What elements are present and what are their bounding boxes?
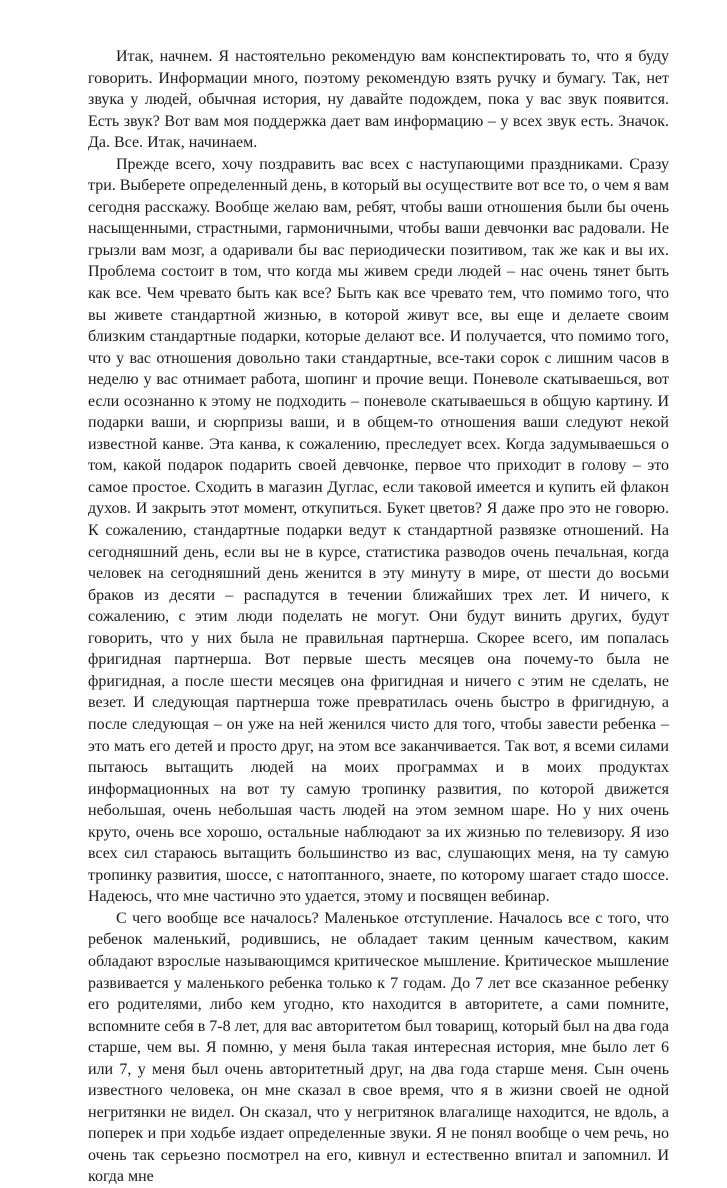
- paragraph: Прежде всего, хочу поздравить вас всех с наступающими праздниками. Сразу три. Выберете определенный день, в который вы осуществите вот все то, о чем я вам сегодня расскажу. Вообще желаю вам, ребят, чтобы ваши отношения были бы очень насыщенными, страстными, гармоничными, чтобы ваши девчонки вас радовали. Не грызли вам мозг, а одаривали бы вас периодически позитивом, так же как и вы их. Проблема состоит в том, что когда мы живем среди людей – нас очень тянет быть как все. Чем чревато быть как все? Быть как все чревато тем, что помимо того, что вы живете стандартной жизнью, в которой живут все, вы еще и делаете своим близким стандартные подарки, которые делают все. И получается, что помимо того, что у вас отношения довольно таки стандартные, все-таки сорок с лишним часов в неделю у вас отнимает работа, шопинг и прочие вещи. Поневоле скатываешься, вот если осознанно к этому не подходить – поневоле скатываешься в общую картину. И подарки ваши, и сюрпризы ваши, и в общем-то отношения ваши следуют некой известной канве. Эта канва, к сожалению, преследует всех. Когда задумываешься о том, какой подарок подарить своей девчонке, первое что приходит в голову – это самое простое. Сходить в магазин Дуглас, если таковой имеется и купить ей флакон духов. И закрыть этот момент, откупиться. Букет цветов? Я даже про это не говорю. К сожалению, стандартные подарки ведут к стандартной развязке отношений. На сегодняшний день, если вы не в курсе, статистика разводов очень печальная, когда человек на сегодняшний день женится в эту минуту в мире, от шести до восьми браков из десяти – распадутся в течении ближайших трех лет. И ничего, к сожалению, с этим люди поделать не могут. Они будут винить других, будут говорить, что у них была не правильная партнерша. Скорее всего, им попалась фригидная партнерша. Вот первые шесть месяцев она почему-то была не фригидная, а после шести месяцев она фригидная и ничего с этим не сделать, не везет. И следующая партнерша тоже превратилась очень быстро в фригидную, а после следующая – он уже на ней женился чисто для того, чтобы завести ребенка – это мать его детей и просто друг, на этом все заканчивается. Так вот, я всеми силами пытаюсь вытащить людей на моих программах и в моих продуктах информационных на вот ту самую тропинку развития, по которой движется небольшая, очень небольшая часть людей на этом земном шаре. Но у них очень круто, очень все хорошо, остальные наблюдают за их жизнью по телевизору. Я изо всех сил стараюсь вытащить большинство из вас, слушающих меня, на ту самую тропинку развития, шоссе, с натоптанного, знаете, по которому шагает стадо шоссе. Надеюсь, что мне частично это удается, этому и посвящен вебинар.: [88, 155, 669, 906]
- paragraph: С чего вообще все началось? Маленькое отступление. Началось все с того, что ребенок маленький, родившись, не обладает таким ценным качеством, каким обладают взрослые называющимся критическое мышление. Критическое мышление развивается у маленького ребенка только к 7 годам. До 7 лет все сказанное ребенку его родителями, либо кем угодно, кто находится в авторитете, а сами помните, вспомните себя в 7-8 лет, для вас авторитетом был товарищ, который был на два года старше, чем вы. Я помню, у меня была такая интересная история, мне было лет 6 или 7, у меня был очень авторитетный друг, на два года старше меня. Сын очень известного человека, он мне сказал в свое время, что я в жизни своей не одной негритянки не видел. Он сказал, что у негритянок влагалище находится, не вдоль, а поперек и при ходьбе издает определенные звуки. Я не понял вообще о чем речь, но очень так серьезно посмотрел на его, кивнул и естественно впитал и запомнил. И когда мне: [88, 909, 669, 1186]
- paragraph: Итак, начнем. Я настоятельно рекомендую вам конспектировать то, что я буду говорить. Информации много, поэтому рекомендую взять ручку и бумагу. Так, нет звука у людей, обычная история, ну давайте подождем, пока у вас звук появится. Есть звук? Вот вам моя поддержка дает вам информацию – у всех звук есть. Значок. Да. Все. Итак, начинаем.: [88, 48, 669, 152]
